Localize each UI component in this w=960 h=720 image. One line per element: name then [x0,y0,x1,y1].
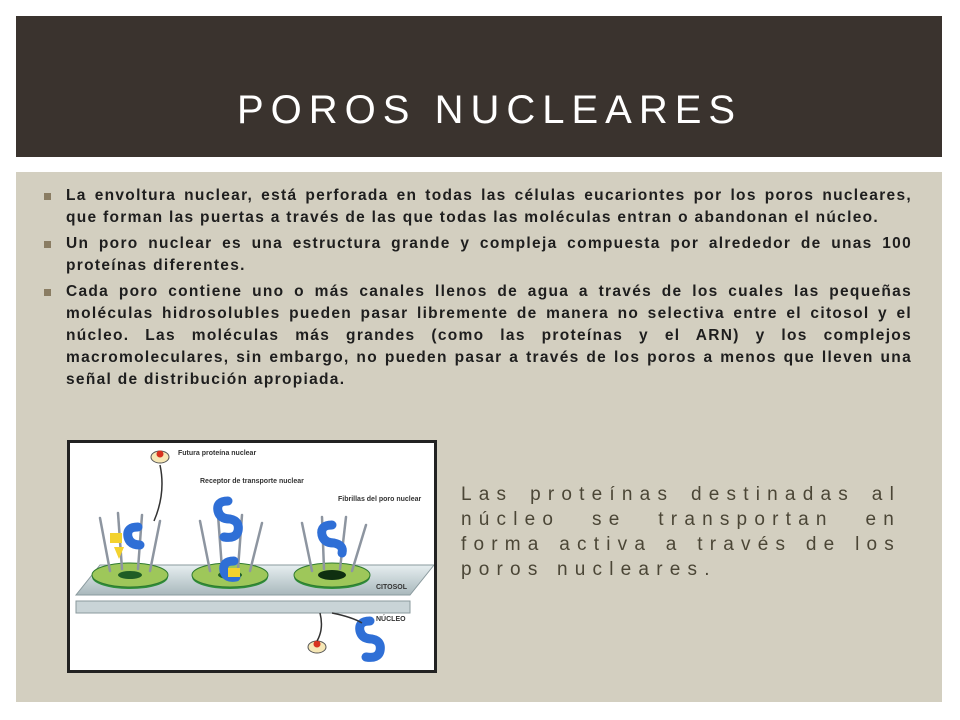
title-bar [16,16,942,157]
label-cytosol: CITOSOL [376,584,407,591]
bullet-square-icon [44,193,51,200]
label-future-protein: Futura proteína nuclear [178,450,257,457]
bullet-item [54,281,912,391]
inner-membrane [76,601,410,613]
label-receptor: Receptor de transporte nuclear [200,478,304,485]
bullet-text: Cada poro contiene uno o más canales llenos de agua a través de los cuales las pequeñas moléculas hidrosolubles pueden pasar libremente de manera no selectiva entre el citosol y el núcleo. Las moléculas más grandes (como las proteínas y el ARN) y los complejos macromoleculares, sin embargo, no pueden pasar a través de los poros a menos que lleven una señal de distribución apropiada. [66,283,912,388]
transport-arrows [154,465,362,641]
slide-title: POROS NUCLEARES [237,88,743,132]
bullet-item [54,233,912,277]
bullet-list [54,185,912,395]
label-fibrils: Fibrillas del poro nuclear [338,496,422,503]
nuclear-pore-diagram [67,440,437,673]
pore-1 [92,563,168,589]
diagram-svg [70,443,434,670]
figure-caption: Las proteínas destinadas al núcleo se transportan en forma activa a través de los poros nucleares. [461,484,901,580]
bullet-item [54,185,912,229]
content-panel [16,172,942,702]
bullet-square-icon [44,241,51,248]
label-nucleus: NÚCLEO [376,616,406,623]
bullet-text: La envoltura nuclear, está perforada en todas las células eucariontes por los poros nucleares, que forman las puertas a través de las que todas las moléculas entran o abandonan el núcleo. [66,187,912,226]
bullet-square-icon [44,289,51,296]
bullet-text: Un poro nuclear es una estructura grande y compleja compuesta por alrededor de unas 100 proteínas diferentes. [66,235,912,274]
pore-3 [294,563,370,589]
